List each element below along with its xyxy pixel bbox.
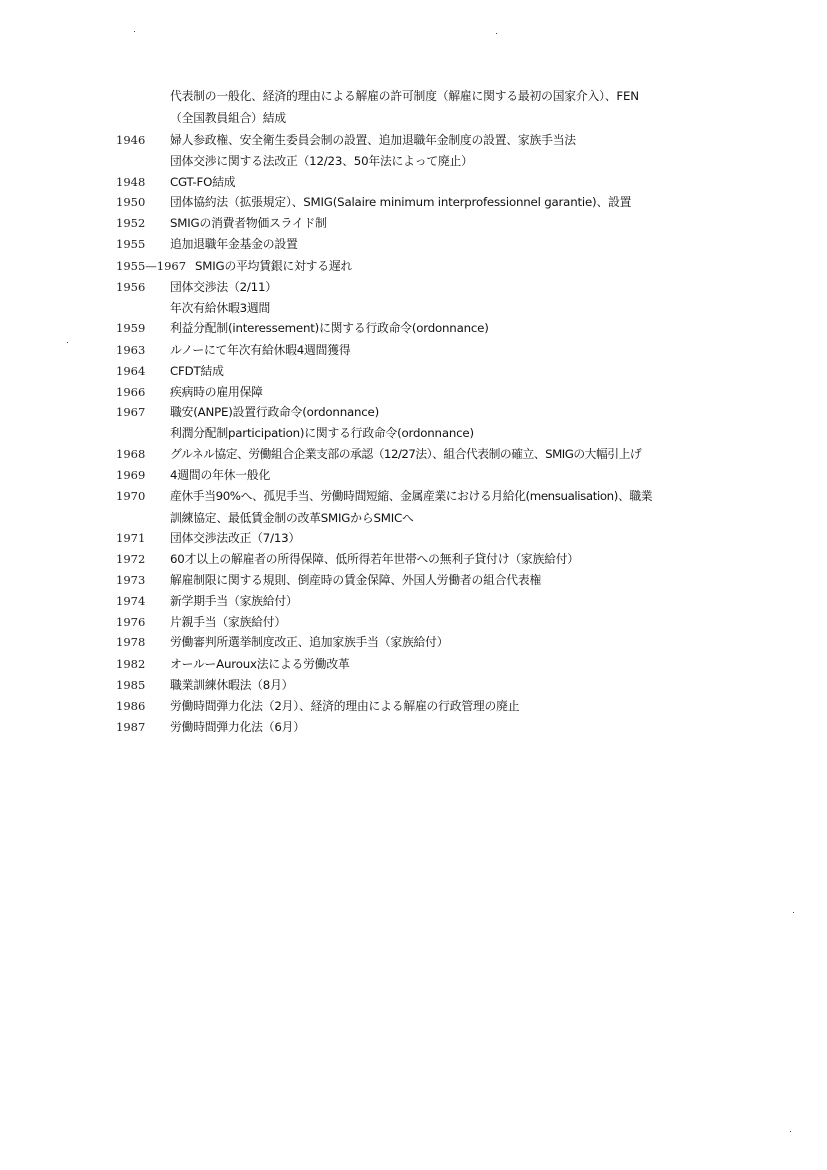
- entry-text: 年次有給休暇3週間: [170, 301, 271, 315]
- timeline-entry: [0, 172, 827, 192]
- timeline-entry: [0, 361, 827, 381]
- entry-text: 職安(ANPE)設置行政命令(ordonnance): [170, 405, 380, 419]
- entry-year: 1971: [116, 531, 146, 545]
- timeline-entry: [0, 234, 827, 254]
- entry-text: 60才以上の解雇者の所得保障、低所得若年世帯への無利子貸付け（家族給付）: [170, 552, 579, 566]
- entry-year: 1985: [116, 678, 146, 692]
- entry-year: 1969: [116, 468, 146, 482]
- entry-text: 団体交渉法（2/11）: [170, 280, 277, 294]
- entry-year: 1973: [116, 573, 146, 587]
- timeline-entry: [0, 340, 827, 360]
- entry-text: 解雇制限に関する規則、倒産時の賃金保障、外国人労働者の組合代表権: [170, 573, 542, 587]
- entry-year: 1963: [116, 343, 146, 357]
- timeline-entry: [0, 508, 827, 528]
- entry-text: 労働時間弾力化法（2月）、経済的理由による解雇の行政管理の廃止: [170, 699, 520, 713]
- entry-text: グルネル協定、労働組合企業支部の承認（12/27法）、組合代表制の確立、SMIGの大幅引上げ: [170, 447, 642, 461]
- timeline-entry: [0, 675, 827, 695]
- entry-year: 1956: [116, 280, 146, 294]
- entry-year: 1966: [116, 385, 146, 399]
- entry-text: 婦人参政権、安全衛生委員会制の設置、追加退職年金制度の設置、家族手当法: [170, 133, 576, 147]
- entry-year: 1955—1967: [116, 259, 187, 273]
- entry-year: 1987: [116, 720, 146, 734]
- timeline-entry: [0, 654, 827, 674]
- entry-text: 団体交渉法改正（7/13）: [170, 531, 301, 545]
- timeline-entry: [0, 444, 827, 464]
- entry-text: CGT-FO結成: [170, 175, 236, 189]
- entry-text: 産休手当90%へ、孤児手当、労働時間短縮、金属産業における月給化(mensualisation)、職業: [170, 489, 653, 503]
- timeline-entry: [0, 591, 827, 611]
- timeline-entry: [0, 696, 827, 716]
- entry-year: 1955: [116, 237, 146, 251]
- entry-year: 1972: [116, 552, 146, 566]
- entry-year: 1976: [116, 615, 146, 629]
- timeline-entry: [0, 277, 827, 297]
- scan-speck: [134, 31, 135, 32]
- entry-text: ルノーにて年次有給休暇4週間獲得: [170, 343, 351, 357]
- entry-text: 労働時間弾力化法（6月）: [170, 720, 305, 734]
- timeline-entry: [0, 192, 827, 212]
- entry-year: 1974: [116, 594, 146, 608]
- entry-text: 4週間の年休一般化: [170, 468, 271, 482]
- entry-text: 疾病時の雇用保障: [170, 385, 263, 399]
- timeline-entry: [0, 130, 827, 150]
- entry-year: 1978: [116, 635, 146, 649]
- scan-speck: [793, 912, 794, 913]
- entry-text: 利益分配制(interessement)に関する行政命令(ordonnance): [170, 321, 489, 335]
- entry-year: 1970: [116, 489, 146, 503]
- entry-text: 利潤分配制participation)に関する行政命令(ordonnance): [170, 426, 474, 440]
- timeline-entry: [0, 486, 827, 506]
- entry-year: 1982: [116, 657, 146, 671]
- entry-text: （全国教員組合）結成: [170, 111, 286, 125]
- entry-text: オールーAuroux法による労働改革: [170, 657, 350, 671]
- entry-year: 1986: [116, 699, 146, 713]
- scan-speck: [67, 342, 68, 343]
- timeline-entry: [0, 570, 827, 590]
- entry-text: SMIGの消費者物価スライド制: [170, 216, 327, 230]
- timeline-entry: [0, 256, 827, 276]
- entry-text: 労働審判所選挙制度改正、追加家族手当（家族給付）: [170, 635, 449, 649]
- timeline-entry: [0, 423, 827, 443]
- timeline-entry: [0, 318, 827, 338]
- entry-year: 1968: [116, 447, 146, 461]
- timeline-entry: [0, 213, 827, 233]
- entry-text: CFDT結成: [170, 364, 224, 378]
- timeline-entry: [0, 465, 827, 485]
- scan-speck: [790, 1131, 791, 1132]
- entry-text: 団体協約法（拡張規定）、SMIG(Salaire minimum interprofessionnel garantie)、設置: [170, 195, 632, 209]
- entry-text: 職業訓練休暇法（8月）: [170, 678, 294, 692]
- timeline-entry: [0, 402, 827, 422]
- entry-year: 1950: [116, 195, 146, 209]
- entry-text: 団体交渉に関する法改正（12/23、50年法によって廃止）: [170, 154, 473, 168]
- entry-year: 1967: [116, 405, 146, 419]
- entry-year: 1948: [116, 175, 146, 189]
- entry-text: 訓練協定、最低賃金制の改革SMIGからSMICへ: [170, 511, 414, 525]
- timeline-entry: [0, 549, 827, 569]
- timeline-entry: [0, 86, 827, 106]
- timeline-entry: [0, 382, 827, 402]
- timeline-entry: [0, 528, 827, 548]
- timeline-entry: [0, 717, 827, 737]
- entry-year: 1946: [116, 133, 146, 147]
- entry-text: 新学期手当（家族給付）: [170, 594, 298, 608]
- entry-text: 代表制の一般化、経済的理由による解雇の許可制度（解雇に関する最初の国家介入）、FEN: [170, 89, 639, 103]
- timeline-entry: [0, 108, 827, 128]
- entry-year: 1959: [116, 321, 146, 335]
- entry-year: 1964: [116, 364, 146, 378]
- scan-speck: [496, 33, 497, 34]
- timeline-entry: [0, 612, 827, 632]
- entry-text: 片親手当（家族給付）: [170, 615, 286, 629]
- entry-text: SMIGの平均賃銀に対する遅れ: [195, 259, 353, 273]
- timeline-entry: [0, 151, 827, 171]
- timeline-entry: [0, 298, 827, 318]
- timeline-entry: [0, 632, 827, 652]
- entry-text: 追加退職年金基金の設置: [170, 237, 298, 251]
- entry-year: 1952: [116, 216, 146, 230]
